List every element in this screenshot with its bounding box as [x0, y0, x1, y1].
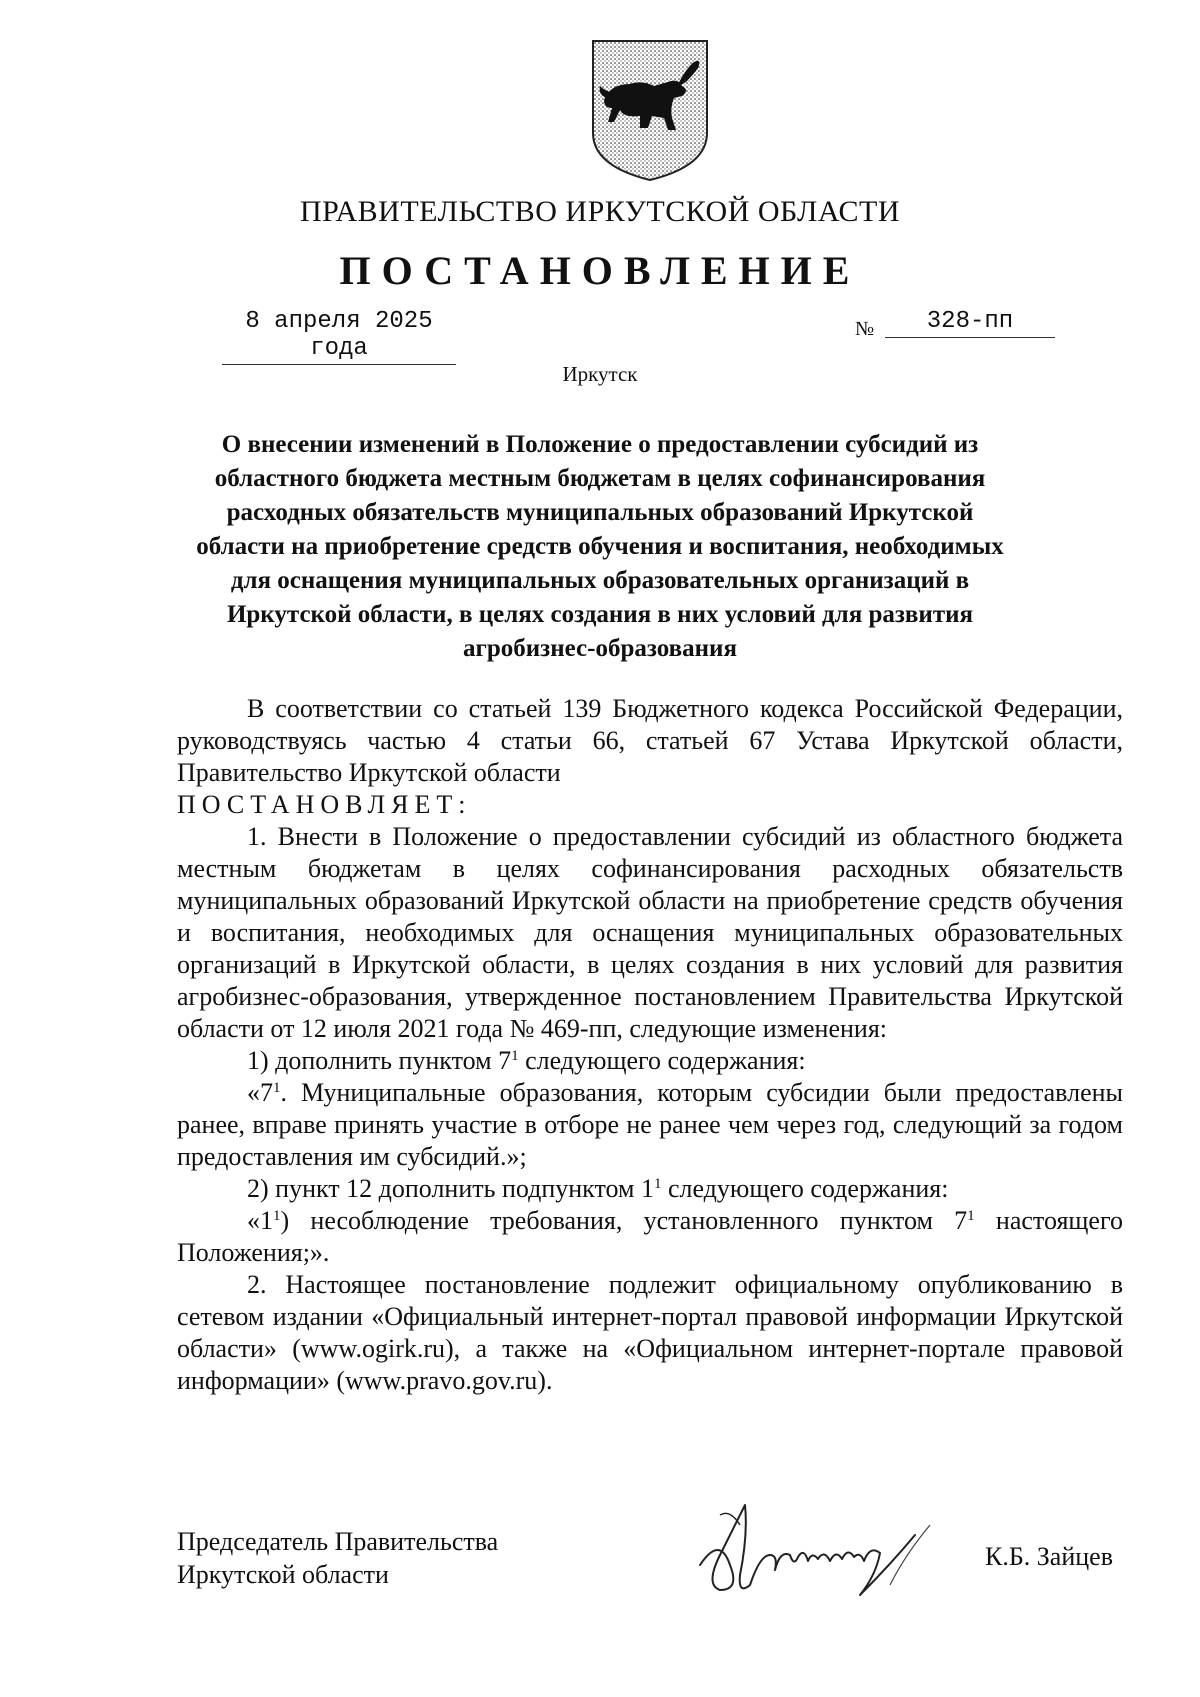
organization-name: ПРАВИТЕЛЬСТВО ИРКУТСКОЙ ОБЛАСТИ — [299, 195, 901, 228]
quote-1-text: «7 — [247, 1078, 273, 1107]
quote-2-text-mid: ) несоблюдение требования, установленного пунктом 7 — [280, 1206, 968, 1235]
handwritten-signature — [690, 1495, 940, 1615]
document-body — [177, 693, 1123, 1397]
item-2-paragraph: 2. Настоящее постановление подлежит официальному опубликованию в сетевом издании «Официальный интернет-портал правовой информации Иркутской области» (www.ogirk.ru), а также на «Официальном интернет-портале правовой информации» (www.pravo.gov.ru). — [177, 1270, 1123, 1395]
subitem-2-text-end: следующего содержания: — [661, 1174, 949, 1203]
quote-2-text: «1 — [247, 1206, 273, 1235]
number-sign: № — [855, 318, 875, 340]
subitem-2-paragraph — [177, 1173, 1123, 1205]
superscript: 1 — [511, 1048, 519, 1064]
subitem-1-text: 1) дополнить пунктом 7 — [247, 1046, 512, 1075]
subitem-2-text: 2) пункт 12 дополнить подпунктом 1 — [247, 1174, 654, 1203]
quote-1-paragraph — [177, 1077, 1123, 1173]
superscript: 1 — [653, 1176, 662, 1192]
item-1-paragraph: 1. Внести в Положение о предоставлении субсидий из областного бюджета местным бюджетам в целях софинансирования расходных обязательств муниципальных образований Иркутской области на приобретение средств обучения и воспитания, необходимых для оснащения муниципальных образовательных организаций в Иркутской области, в целях создания в них условий для развития агробизнес-образования, утвержденное постановлением Правительства Иркутской области от 12 июля 2021 года № 469-пп, следующие изменения: — [177, 822, 1123, 1043]
coat-of-arms-icon — [590, 38, 710, 183]
quote-2-paragraph — [177, 1205, 1123, 1269]
signatory-position — [177, 1525, 498, 1591]
signatory-position-line2: Иркутской области — [177, 1560, 389, 1589]
signatory-name: К.Б. Зайцев — [985, 1542, 1113, 1571]
superscript: 1 — [273, 1208, 281, 1224]
subitem-1-text-end: следующего содержания: — [518, 1046, 806, 1075]
document-type: ПОСТАНОВЛЕНИЕ — [339, 248, 861, 293]
quote-2-text-end: настоящего Положения;». — [177, 1206, 1123, 1267]
document-title: О внесении изменений в Положение о предоставлении субсидий из областного бюджета местным бюджетам в целях софинансирования расходных обязательств муниципальных образований Иркутской области на приобретение средств обучения и воспитания, необходимых для оснащения муниципальных образовательных организаций в Иркутской области, в целях создания в них условий для развития агробизнес-образования — [196, 431, 1004, 662]
quote-1-text-end: . Муниципальные образования, которым субсидии были предоставлены ранее, вправе принять участие в отборе не ранее чем через год, следующий за годом предоставления им субсидий.»; — [177, 1078, 1123, 1171]
subitem-1-paragraph — [177, 1045, 1123, 1077]
document-city: Иркутск — [562, 362, 638, 386]
preamble-paragraph: В соответствии со статьей 139 Бюджетного кодекса Российской Федерации, руководствуясь частью 4 статьи 66, статьей 67 Устава Иркутской области, Правительство Иркутской области — [177, 694, 1123, 787]
resolves-heading: ПОСТАНОВЛЯЕТ: — [177, 790, 472, 819]
document-number: 328-пп — [885, 308, 1055, 338]
document-date: 8 апреля 2025 года — [222, 308, 456, 365]
signatory-position-line1: Председатель Правительства — [177, 1527, 499, 1556]
superscript: 1 — [967, 1208, 975, 1224]
superscript: 1 — [273, 1080, 281, 1096]
